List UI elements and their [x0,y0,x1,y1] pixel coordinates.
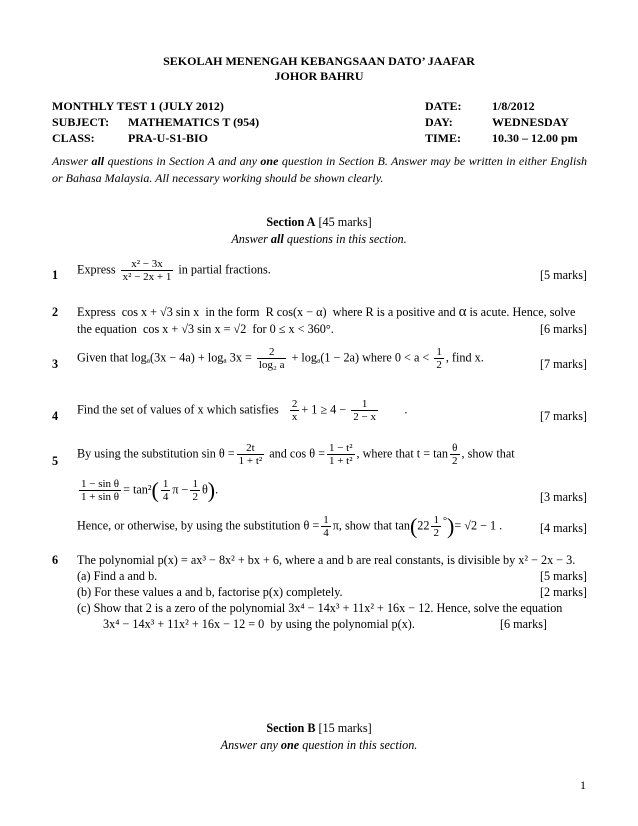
question-number: 3 [52,357,59,371]
test-title: MONTHLY TEST 1 (JULY 2012) [52,99,224,113]
day-value: WEDNESDAY [492,115,569,129]
question-number: 5 [52,454,59,468]
question-marks: [4 marks] [539,521,587,535]
question-6: 6 The polynomial p(x) = ax³ − 8x² + bx + 6, where a and b are real constants, is divisible by x² − 2x − 3. (a) Find a and b. [5 marks] (b) For these values a and b, factorise p(x) completely. [2 marks] (c) Show that 2 is a zero of the polynomial 3x⁴ − 14x³ + 11x² + 16x − 12. Hence, solve the equation 3x⁴ − 14x³ + 11x² + 16x − 12 = 0 by using the polynomial p(x). [6 marks] [52,553,587,631]
header-labels [425,98,461,146]
q5-identity: $\frac{\text{1 − sin θ}}{\text{1 + sin θ}}$ = tan²( $\frac{1}{4}$ π − $\frac{1}{2}$ θ). [81,477,219,503]
question-marks: [7 marks] [539,357,587,371]
question-number: 2 [52,305,59,319]
class-value: PRA-U-S1-BIO [128,131,208,145]
question-marks: [5 marks] [539,569,587,583]
class-row: CLASS: PRA-U-S1-BIO [52,131,208,145]
question-3: 3 Given that logₐ(3x − 4a) + logₐ 3x = $\frac{2}{\text{log₂ a}}$ + logₐ(1 − 2a) where 0 < a < $\frac{1}{2}$ , find x. [7 marks] [52,346,587,371]
q6-part-c: (c) Show that 2 is a zero of the polynomial 3x⁴ − 14x³ + 11x² + 16x − 12. Hence, solve the equation [77,601,563,615]
question-2: 2 Express cos x + √3 sin x in the form R cos(x − α) where R is a positive and α is acute. Hence, solve the equation cos x + √3 sin x = √2 for 0 ≤ x < 360°. [6 marks] [52,304,587,336]
school-name [0,54,638,84]
date-label: DATE: [425,99,462,113]
subject-row: SUBJECT: MATHEMATICS T (954) [52,115,260,129]
header-left [52,98,259,146]
q6-part-a: (a) Find a and b. [77,569,158,583]
section-b-marks: [15 marks] [318,721,372,735]
time-label: TIME: [425,131,461,145]
general-instructions: Answer all questions in Section A and any one question in Section B. Answer may be written in either English or Bahasa Malaysia. All necessary working should be shown clearly. [52,154,588,185]
question-marks: [6 marks] [539,322,587,336]
section-a-title: Section A [266,215,316,229]
subject-value: MATHEMATICS T (954) [128,115,260,129]
question-number: 6 [52,553,59,567]
day-label: DAY: [425,115,453,129]
q1-fraction: $\frac{\text{x² − 3x}}{\text{x² − 2x + 1}}$ [122,258,172,283]
question-marks: [3 marks] [539,490,587,504]
section-b-title: Section B [266,721,316,735]
q6-part-b: (b) For these values a and b, factorise p(x) completely. [77,585,343,599]
question-5: 5 By using the substitution sin θ = $\frac{2t}{\text{1 + t²}}$ and cos θ = $\frac{\text{1 − t²}}{\text{1 + t²}}$ , where that t = tan $\frac{\theta}{2}$ , show that $\frac{\text{1 − sin θ}}{\text{1 + sin θ}}$ = tan²( $\frac{1}{4}$ π − $\frac{1}{2}$ θ). [3 marks] Hence, or otherwise, by using the substitution θ = $\frac{1}{4}$ π, show that tan(22 $\frac{1}{2}$ °)= √2 − 1 . [4 marks] [52,442,587,539]
section-a-heading: Section A [45 marks] Answer all questions in this section. [231,215,407,246]
school-name-line1: SEKOLAH MENENGAH KEBANGSAAN DATO’ JAAFAR [163,54,475,68]
question-number: 1 [52,268,59,282]
header-values [492,98,578,146]
question-marks: [5 marks] [539,268,587,282]
time-value: 10.30 – 12.00 pm [492,131,578,145]
question-marks: [2 marks] [539,585,587,599]
date-value: 1/8/2012 [492,99,535,113]
question-marks: [7 marks] [539,409,587,423]
section-a-marks: [45 marks] [318,215,372,229]
question-4: 4 Find the set of values of x which satisfies $\frac{2}{x}$ + 1 ≥ 4 − $\frac{1}{2 - x}$ . [7 marks] [52,398,587,423]
school-name-line2: JOHOR BAHRU [274,69,364,83]
question-marks: [6 marks] [499,617,547,631]
question-number: 4 [52,409,59,423]
question-1: 1 Express $\frac{\text{x² − 3x}}{\text{x² − 2x + 1}}$ in partial fractions. [5 marks] [52,258,587,283]
page-number: 1 [580,778,586,792]
section-b-heading: Section B [15 marks] Answer any one question in this section. [220,721,418,752]
